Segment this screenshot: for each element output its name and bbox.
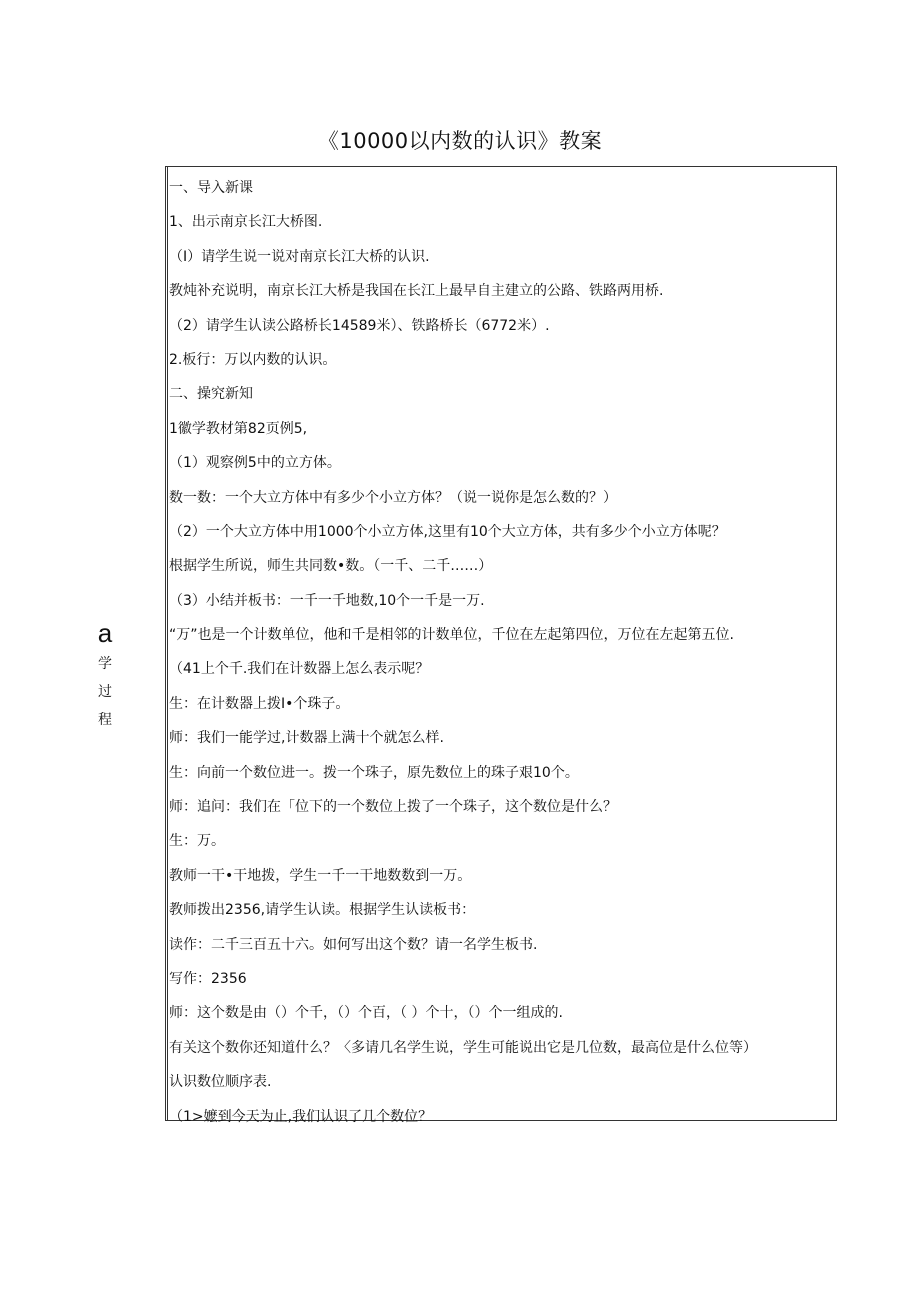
content-line: （41上个千.我们在计数器上怎么表示呢？ xyxy=(169,661,430,678)
content-line: 二、操究新知 xyxy=(169,386,253,403)
section-label-letter: a xyxy=(97,618,113,648)
content-line: 教师一干•干地拨，学生一千一干地数数到一万。 xyxy=(169,867,472,884)
content-line: 有关这个数你还知道什么？〈多请几名学生说，学生可能说出它是几位数，最高位是什么位等） xyxy=(169,1039,757,1056)
content-line: “万”也是一个计数单位，他和千是相邻的计数单位，千位在左起第四位，万位在左起第五位. xyxy=(169,627,734,644)
content-line: 2.板行：万以内数的认识。 xyxy=(169,351,337,368)
content-line: 读作：二千三百五十六。如何写出这个数？请一名学生板书. xyxy=(169,936,538,953)
content-line: 生：在计数器上拨I•个珠子。 xyxy=(169,695,350,712)
content-line: （2）请学生认读公路桥长14589米）、铁路桥长（6772米）. xyxy=(169,317,550,334)
content-line: （1>嬷到今天为止,我们认识了几个数位？ xyxy=(169,1108,433,1125)
content-line: 1、出示南京长江大桥图. xyxy=(169,214,323,231)
lesson-content xyxy=(169,171,833,1134)
content-line: 数一数：一个大立方体中有多少个小立方体？（说一说你是怎么数的？） xyxy=(169,489,617,506)
content-line: 师：追问：我们在「位下的一个数位上拨了一个珠子，这个数位是什么？ xyxy=(169,799,617,816)
content-line: 认识数位顺序表. xyxy=(169,1074,272,1091)
content-line: （I）请学生说一说对南京长江大桥的认识. xyxy=(169,248,430,265)
section-label-char: 程 xyxy=(98,712,112,728)
content-line: 1徽学教材第82页例5, xyxy=(169,420,308,437)
content-line: 写作：2356 xyxy=(169,970,247,987)
content-line: 师：这个数是由（）个千，（）个百，（ ）个十，（）个一组成的. xyxy=(169,1005,563,1022)
column-divider xyxy=(167,167,168,1120)
section-label-char: 过 xyxy=(98,684,112,700)
content-line: 根据学生所说，师生共同数•数。（一千、二千……） xyxy=(169,558,493,575)
content-line: （1）观察例5中的立方体。 xyxy=(169,455,341,472)
content-line: （3）小结并板书：一千一千地数,10个一千是一万. xyxy=(169,592,485,609)
document-title: 《10000以内数的认识》教案 xyxy=(317,129,603,153)
content-line: 教师拨出2356,请学生认读。根据学生认读板书： xyxy=(169,902,476,919)
content-line: 生：万。 xyxy=(169,833,225,850)
section-label-char: 学 xyxy=(98,656,112,672)
content-line: 生：向前一个数位进一。拨一个珠子，原先数位上的珠子艰10个。 xyxy=(169,764,579,781)
content-line: 一、导入新课 xyxy=(169,180,253,196)
content-line: 教炖补充说明，南京长江大桥是我国在长江上最早自主建立的公路、铁路两用桥. xyxy=(169,283,664,300)
section-label xyxy=(80,616,130,734)
content-line: （2）一个大立方体中用1000个小立方体,这里有10个大立方体，共有多少个小立方体呢？ xyxy=(169,523,726,540)
content-line: 师：我们一能学过,计数器上满十个就怎么样. xyxy=(169,730,444,747)
